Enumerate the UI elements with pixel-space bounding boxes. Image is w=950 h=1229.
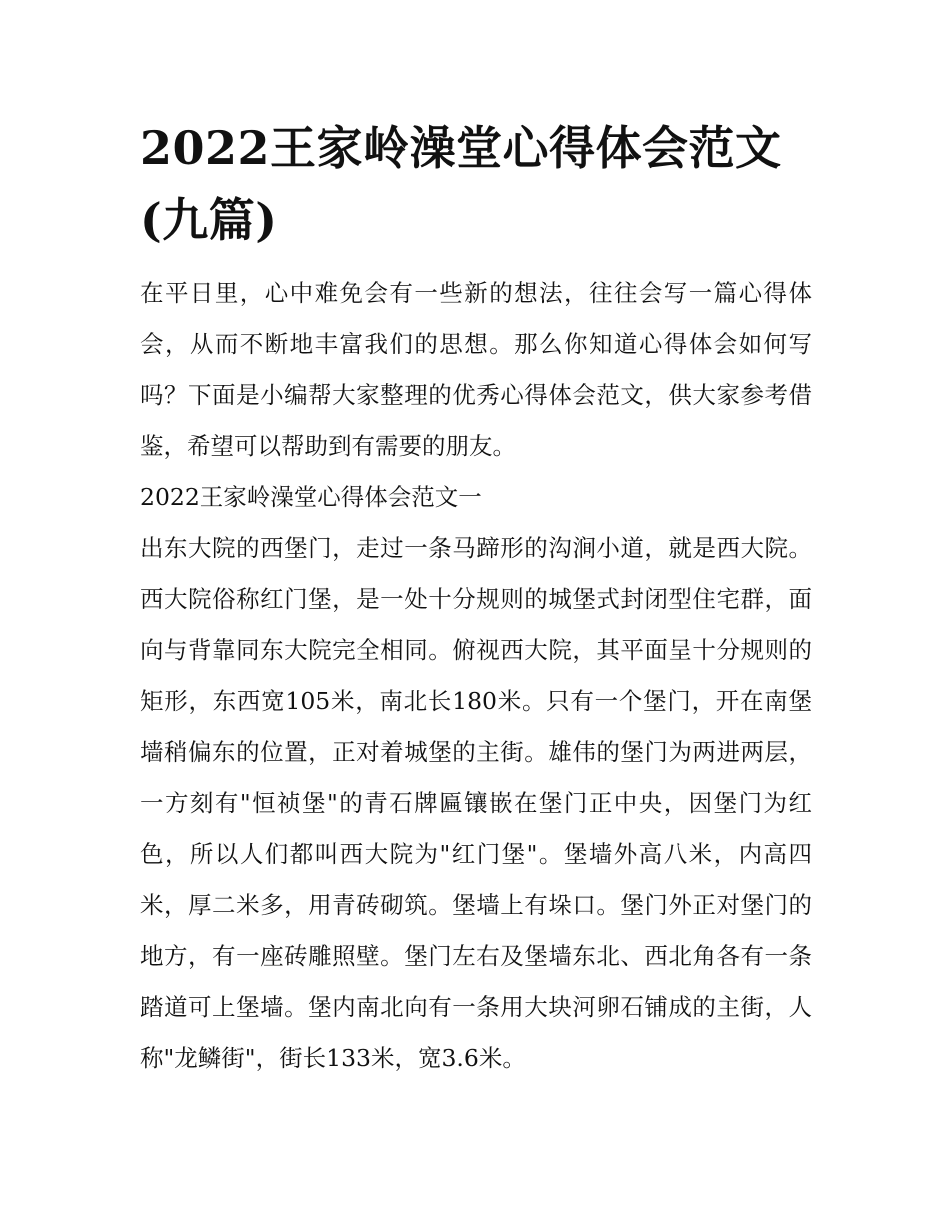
- document-title: 2022王家岭澡堂心得体会范文(九篇): [140, 121, 782, 247]
- section-heading: 2022王家岭澡堂心得体会范文一: [140, 483, 482, 511]
- document-page: [140, 112, 812, 1084]
- body-paragraph: 出东大院的西堡门，走过一条马蹄形的沟涧小道，就是西大院。西大院俗称红门堡，是一处十分规则的城堡式封闭型住宅群，面向与背靠同东大院完全相同。俯视西大院，其平面呈十分规则的矩形，东西宽105米，南北长180米。只有一个堡门，开在南堡墙稍偏东的位置，正对着城堡的主街。雄伟的堡门为两进两层，一方刻有"恒祯堡"的青石牌匾镶嵌在堡门正中央，因堡门为红色，所以人们都叫西大院为"红门堡"。堡墙外高八米，内高四米，厚二米多，用青砖砌筑。堡墙上有垛口。堡门外正对堡门的地方，有一座砖雕照壁。堡门左右及堡墙东北、西北角各有一条踏道可上堡墙。堡内南北向有一条用大块河卵石铺成的主街，人称"龙鳞街"，街长133米，宽3.6米。: [140, 534, 812, 1072]
- intro-paragraph: 在平日里，心中难免会有一些新的想法，往往会写一篇心得体会，从而不断地丰富我们的思想。那么你知道心得体会如何写吗？下面是小编帮大家整理的优秀心得体会范文，供大家参考借鉴，希望可以帮助到有需要的朋友。: [140, 279, 812, 460]
